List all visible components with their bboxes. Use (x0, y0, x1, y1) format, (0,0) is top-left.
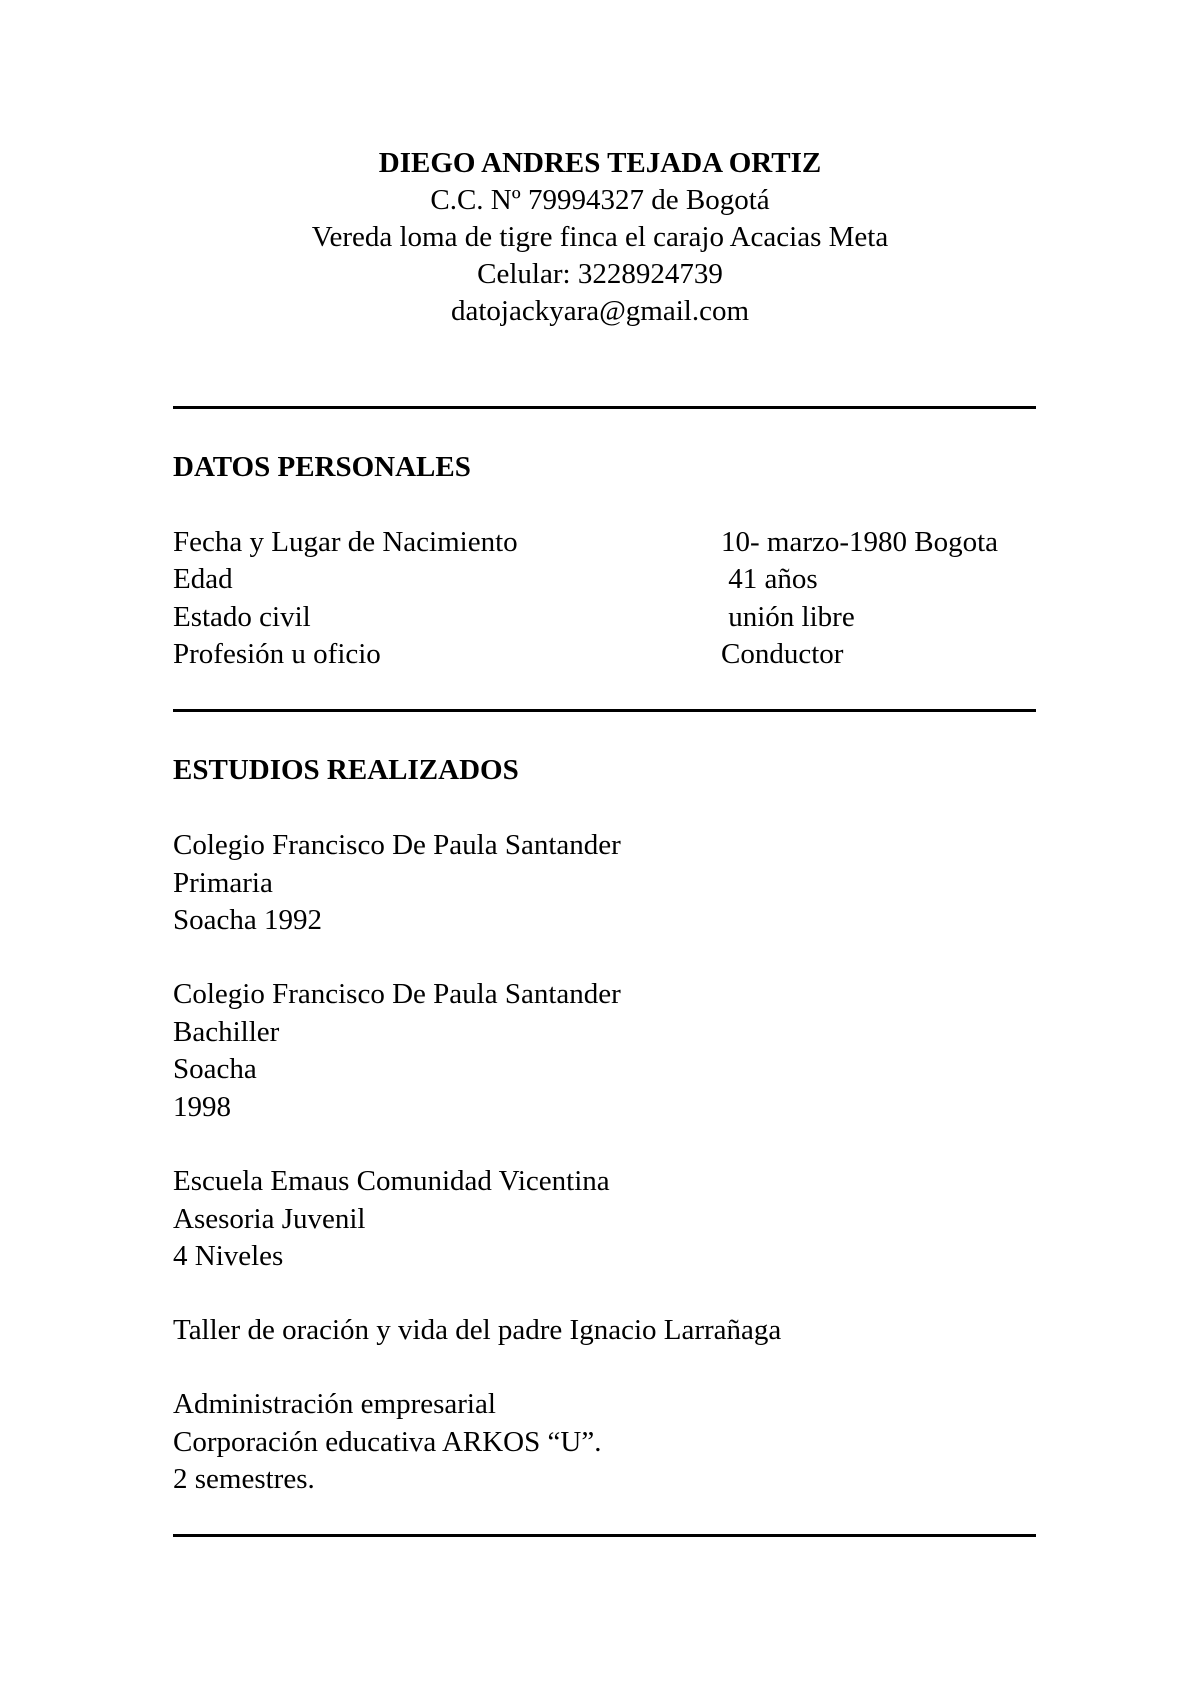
study-line: Escuela Emaus Comunidad Vicentina (173, 1165, 610, 1197)
address: Vereda loma de tigre finca el carajo Acacias Meta (311, 221, 889, 253)
personal-row-value: 41 años (721, 563, 818, 595)
resume-header (0, 145, 1200, 330)
candidate-name: DIEGO ANDRES TEJADA ORTIZ (378, 147, 822, 179)
personal-row-label: Estado civil (173, 601, 311, 633)
study-line: Primaria (173, 866, 273, 899)
study-line: Bachiller (173, 1015, 280, 1048)
study-line: Corporación educativa ARKOS “U”. (173, 1425, 602, 1458)
study-line: Soacha 1992 (173, 904, 322, 936)
personal-row (173, 524, 1043, 561)
section-title-studies: ESTUDIOS REALIZADOS (173, 754, 519, 786)
study-line: Administración empresarial (173, 1388, 496, 1420)
section-title-personal: DATOS PERSONALES (173, 451, 471, 483)
id-number: C.C. Nº 79994327 de Bogotá (430, 184, 770, 216)
personal-row-value: 10- marzo-1980 Bogota (721, 526, 999, 558)
study-line: 4 Niveles (173, 1240, 284, 1272)
divider-middle (173, 709, 1036, 712)
personal-row-label: Profesión u oficio (173, 638, 381, 670)
personal-row (173, 599, 1043, 636)
study-line: 1998 (173, 1090, 231, 1123)
study-entry (173, 1312, 781, 1350)
divider-top (173, 406, 1036, 409)
study-entry (173, 976, 621, 1126)
personal-row (173, 561, 1043, 598)
study-entry (173, 1163, 610, 1276)
study-line: Colegio Francisco De Paula Santander (173, 978, 621, 1010)
personal-row-value: unión libre (721, 601, 855, 633)
study-entry (173, 1386, 601, 1499)
study-line: 2 semestres. (173, 1463, 315, 1495)
email: datojackyara@gmail.com (450, 295, 750, 327)
study-line: Colegio Francisco De Paula Santander (173, 829, 621, 861)
study-line: Soacha (173, 1053, 257, 1085)
study-entry (173, 827, 621, 940)
study-line: Taller de oración y vida del padre Ignacio Larrañaga (173, 1314, 782, 1346)
phone: Celular: 3228924739 (477, 258, 723, 290)
personal-row (173, 636, 1043, 673)
divider-bottom (173, 1534, 1036, 1537)
study-line: Asesoria Juvenil (173, 1202, 366, 1235)
personal-row-label: Edad (173, 563, 233, 595)
personal-row-label: Fecha y Lugar de Nacimiento (173, 526, 518, 558)
personal-row-value: Conductor (721, 638, 844, 670)
